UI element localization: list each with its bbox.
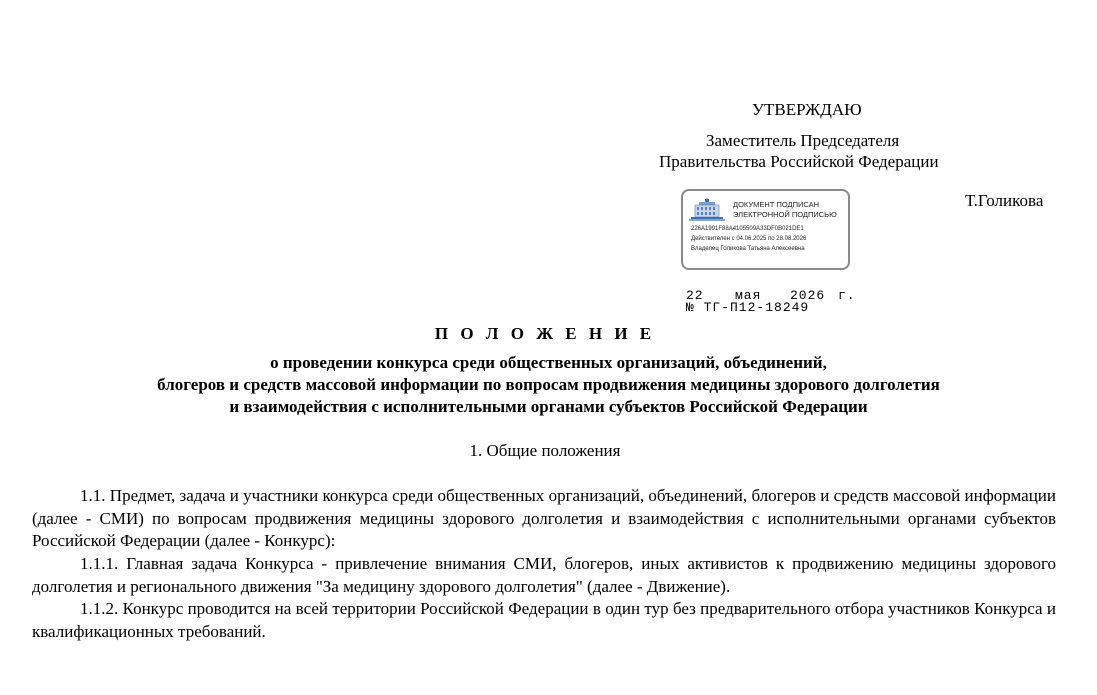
document-title: П О Л О Ж Е Н И Е xyxy=(434,324,656,343)
electronic-signature-stamp xyxy=(681,189,850,270)
approval-title: УТВЕРЖДАЮ xyxy=(752,100,862,119)
government-building-icon xyxy=(689,198,725,222)
document-subtitle-line3: и взаимодействия с исполнительными органами субъектов Российской Федерации xyxy=(229,397,868,416)
approval-position-line1: Заместитель Председателя xyxy=(706,131,900,150)
date-day: 22 xyxy=(686,288,704,303)
document-number: № ТГ-П12-18249 xyxy=(686,300,810,315)
document-subtitle-line2: блогеров и средств массовой информации по вопросам продвижения медицины здорового долголетия xyxy=(157,375,940,394)
approval-position-line2: Правительства Российской Федерации xyxy=(659,152,939,171)
date-year-suffix: г. xyxy=(838,288,856,303)
paragraph-1-1-2: 1.1.2. Конкурс проводится на всей территории Российской Федерации в один тур без предварительного отбора участников Конкурса и квалификационных требований. xyxy=(32,599,1056,641)
stamp-validity: Действителен с 04.06.2025 по 28.08.2026 xyxy=(691,236,807,242)
stamp-certificate: 226A1991F88A4105509A33DF0B021DE1 xyxy=(691,226,804,232)
signer-name: Т.Голикова xyxy=(965,191,1044,210)
paragraph-1-1-1: 1.1.1. Главная задача Конкурса - привлечение внимания СМИ, блогеров, иных активистов к продвижению медицины здорового долголетия и регионального движения "За медицину здорового долголетия" (далее - Движение). xyxy=(32,554,1056,596)
date-year: 2026 xyxy=(790,288,826,303)
paragraph-1-1: 1.1. Предмет, задача и участники конкурса среди общественных организаций, объединений, блогеров и средств массовой информации (далее - СМИ) по вопросам продвижения медицины здорового долголетия и взаимодействия с исполнительными органами субъектов Российской Федерации (далее - Конкурс): xyxy=(32,486,1056,550)
section-heading: 1. Общие положения xyxy=(469,441,621,460)
document-subtitle-line1: о проведении конкурса среди общественных организаций, объединений, xyxy=(270,353,827,372)
stamp-heading: ДОКУМЕНТ ПОДПИСАН ЭЛЕКТРОННОЙ ПОДПИСЬЮ xyxy=(733,200,837,219)
stamp-owner: Владелец Голикова Татьяна Алексеевна xyxy=(691,246,805,252)
date-month: мая xyxy=(735,288,762,303)
